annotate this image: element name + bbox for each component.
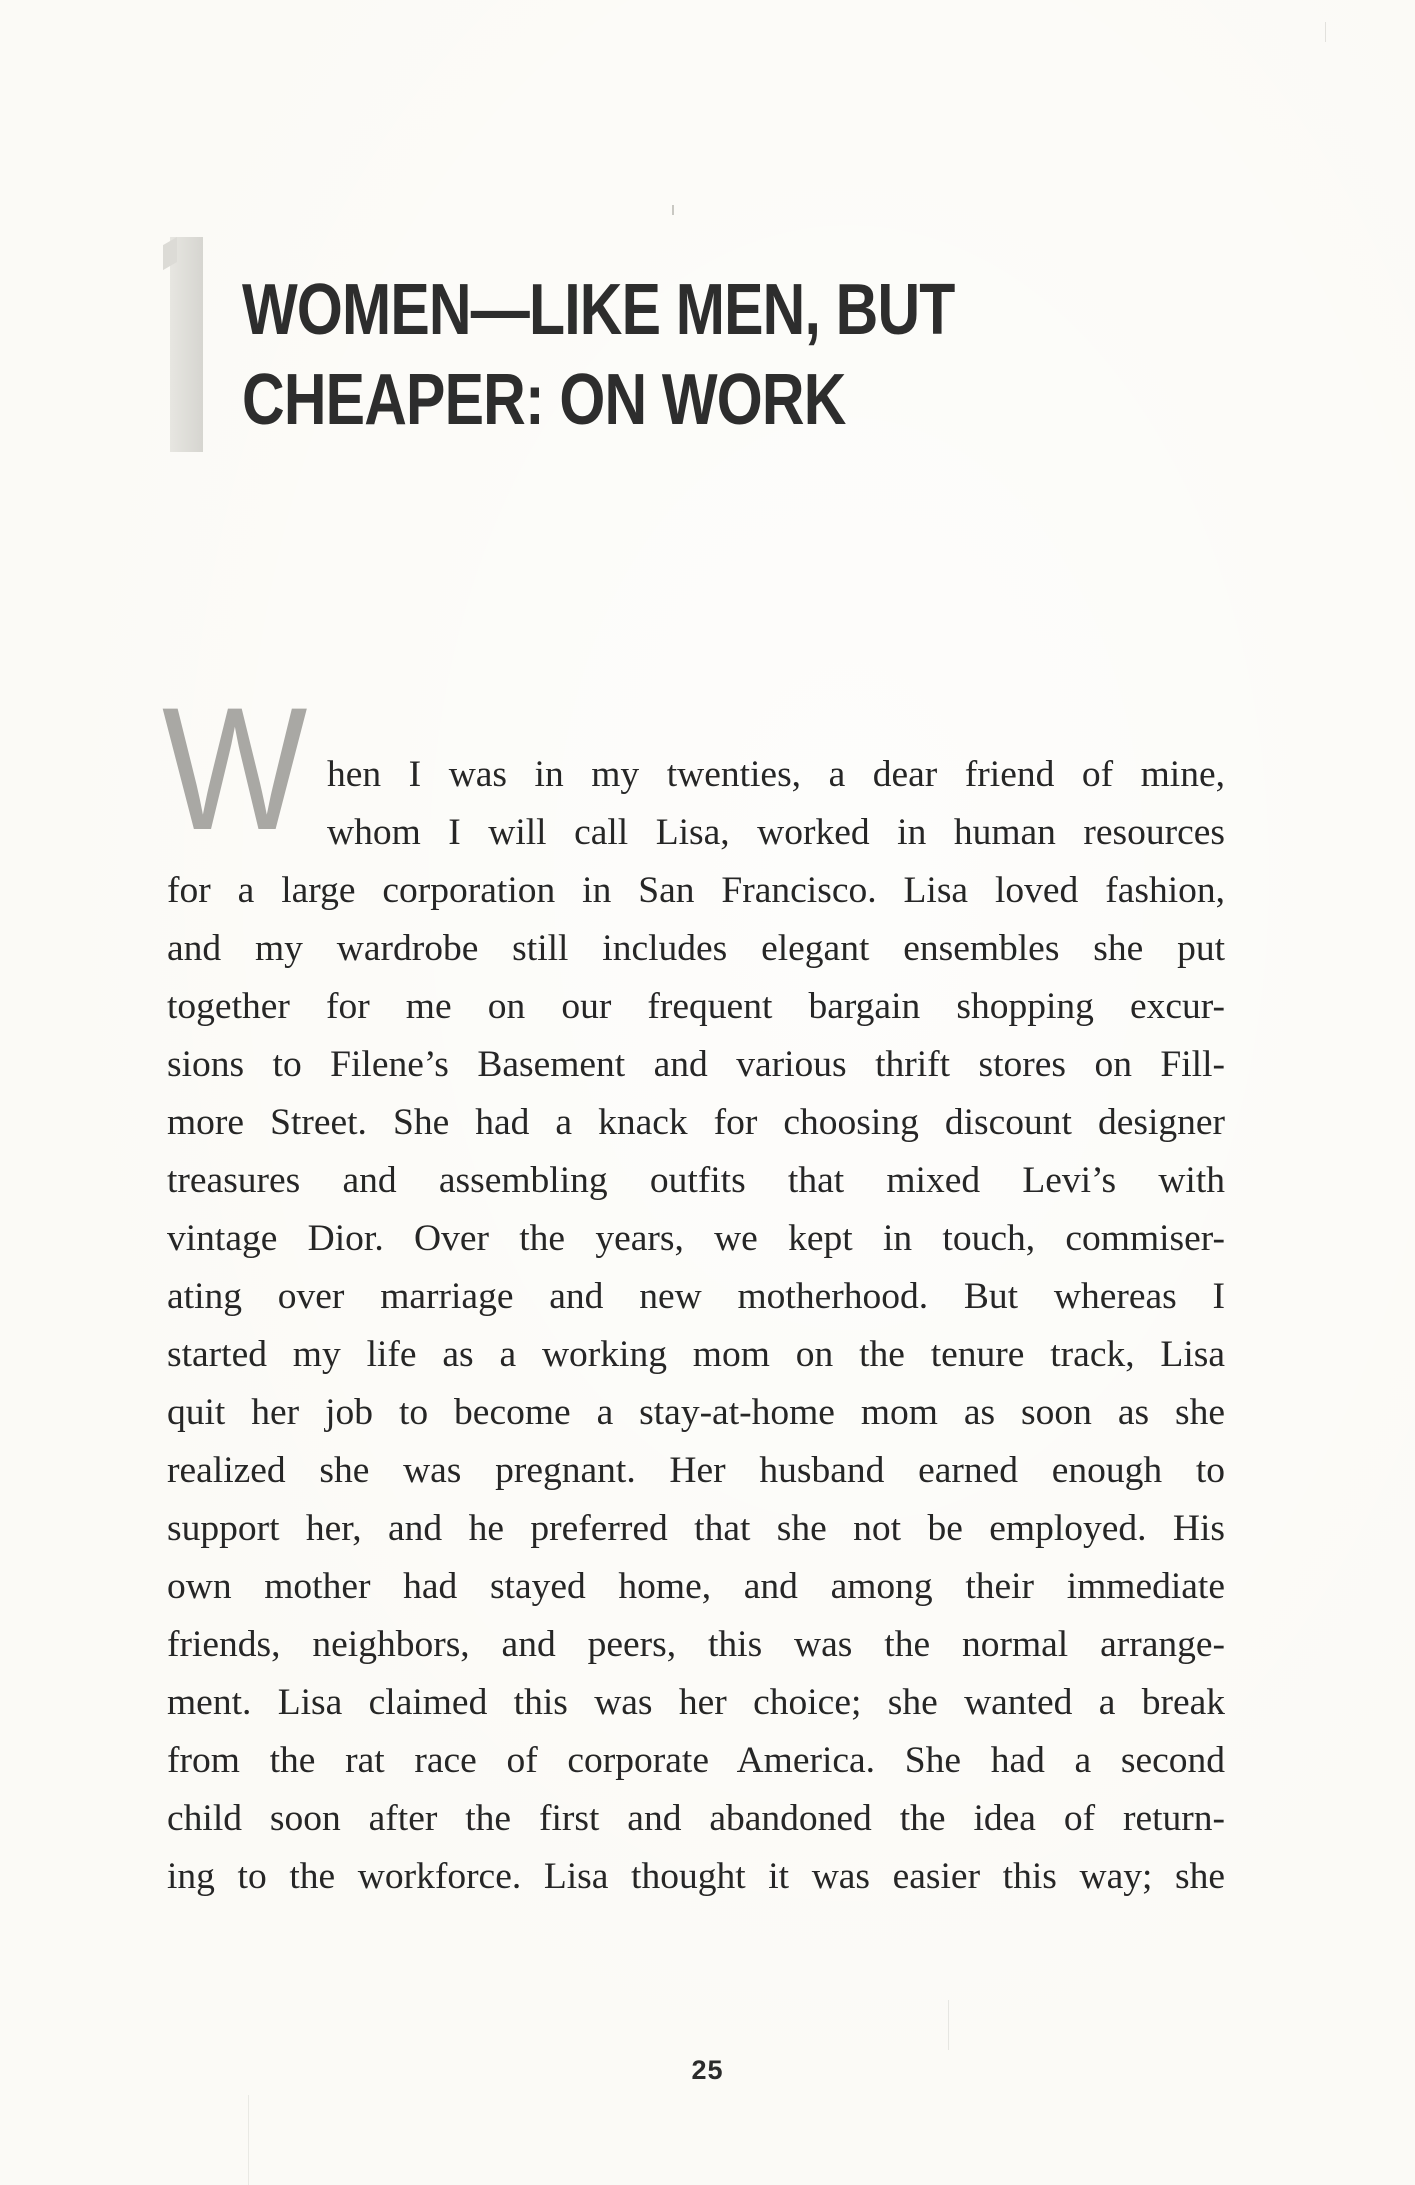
scan-speck (1325, 22, 1326, 42)
body-line: vintage Dior. Over the years, we kept in touch, commiser- (167, 1218, 1225, 1259)
chapter-title-line-1: WOMEN—LIKE MEN, BUT (242, 270, 955, 350)
body-line: quit her job to become a stay-at-home mom as soon as she (167, 1392, 1225, 1433)
body-paragraph (167, 746, 1225, 1906)
body-line: whom I will call Lisa, worked in human resources (327, 812, 1225, 853)
scan-speck (672, 205, 674, 215)
body-line: support her, and he preferred that she not be employed. His (167, 1508, 1225, 1549)
drop-cap: W (162, 672, 308, 867)
body-line: realized she was pregnant. Her husband earned enough to (167, 1450, 1225, 1491)
body-line: friends, neighbors, and peers, this was the normal arrange- (167, 1624, 1225, 1665)
body-line: treasures and assembling outfits that mixed Levi’s with (167, 1160, 1225, 1201)
body-line: ing to the workforce. Lisa thought it was easier this way; she (167, 1856, 1225, 1897)
body-line: started my life as a working mom on the tenure track, Lisa (167, 1334, 1225, 1375)
body-line: from the rat race of corporate America. She had a second (167, 1740, 1225, 1781)
body-line: for a large corporation in San Francisco. Lisa loved fashion, (167, 870, 1225, 911)
body-line: hen I was in my twenties, a dear friend of mine, (327, 754, 1225, 795)
body-line: ment. Lisa claimed this was her choice; she wanted a break (167, 1682, 1225, 1723)
body-line: sions to Filene’s Basement and various thrift stores on Fill- (167, 1044, 1225, 1085)
page-number: 25 (691, 2055, 724, 2085)
body-line: own mother had stayed home, and among their immediate (167, 1566, 1225, 1607)
chapter-title-line-2: CHEAPER: ON WORK (242, 360, 846, 440)
chapter-number (0, 0, 1, 1)
chapter-number-graphic (170, 237, 203, 452)
body-line: and my wardrobe still includes elegant ensembles she put (167, 928, 1225, 969)
scan-speck (248, 2095, 249, 2185)
body-line: child soon after the first and abandoned the idea of return- (167, 1798, 1225, 1839)
scan-speck (948, 2000, 949, 2050)
body-line: more Street. She had a knack for choosing discount designer (167, 1102, 1225, 1143)
chapter-title (242, 265, 980, 445)
body-line: together for me on our frequent bargain shopping excur- (167, 986, 1225, 1027)
body-line: ating over marriage and new motherhood. But whereas I (167, 1276, 1225, 1317)
